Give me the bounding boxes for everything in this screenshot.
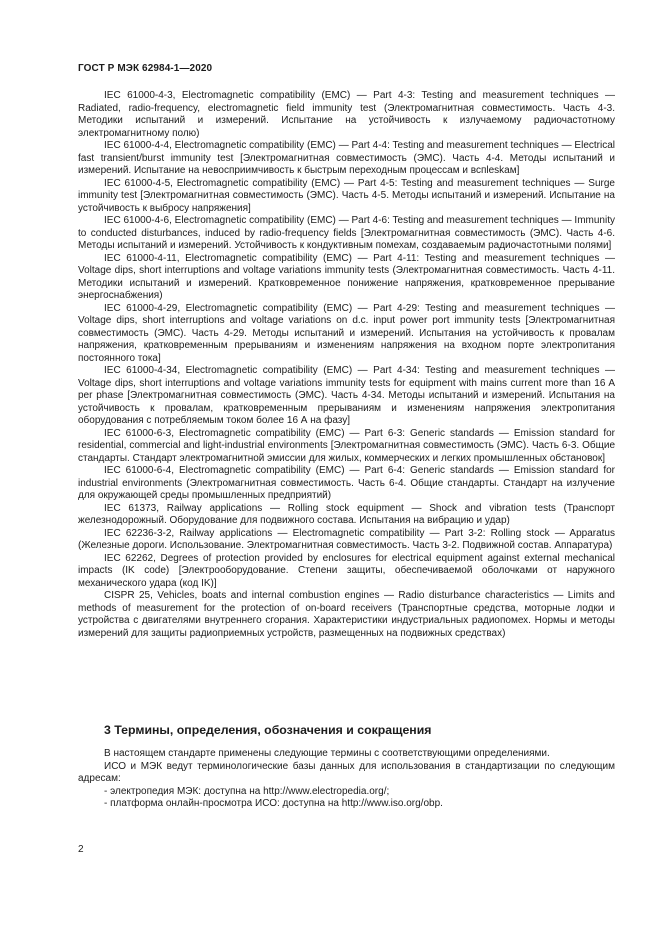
section-heading: 3 Термины, определения, обозначения и сокращения xyxy=(104,723,432,737)
terminology-database-list xyxy=(78,786,615,811)
reference-item: IEC 62262, Degrees of protection provided by enclosures for electrical equipment against external mechanical impacts (IK code) [Электрооборудование. Степени защиты, обеспечиваемой оболочками от наружного механического удара (код IK)] xyxy=(78,552,615,589)
reference-item: IEC 61000-4-11, Electromagnetic compatibility (EMC) — Part 4-11: Testing and measurement techniques — Voltage dips, short interruptions and voltage variations immunity tests (Электромагнитная совместимость. Часть 4-11. Методики испытаний и измерений. Кратковременное понижение напряжения, кратковременное прерывание энергоснабжения) xyxy=(78,252,615,301)
reference-item: IEC 61373, Railway applications — Rolling stock equipment — Shock and vibration tests (Транспорт железнодорожный. Оборудование для подвижного состава. Испытания на вибрацию и удар) xyxy=(78,502,615,526)
section-paragraph: В настоящем стандарте применены следующие термины с соответствующими определениями. xyxy=(104,748,550,759)
reference-item: IEC 61000-4-4, Electromagnetic compatibility (EMC) — Part 4-4: Testing and measurement techniques — Electrical fast transient/burst immunity test [Электромагнитная совместимость (ЭМС). Часть 4-4. Методы испытаний и измерений. Испытание на невосприимчивость к быстрым переходным процессам и вспleskам] xyxy=(78,140,615,176)
section-paragraph: ИСО и МЭК ведут терминологические базы данных для использования в стандартизации по следующим адресам: xyxy=(78,760,615,784)
page-number: 2 xyxy=(78,844,84,855)
reference-item: IEC 62236-3-2, Railway applications — Electromagnetic compatibility — Part 3-2: Rolling stock — Apparatus (Железные дороги. Использование. Электромагнитная совместимость. Часть 3-2. Подвижной состав. Аппаратура) xyxy=(78,527,615,551)
reference-item: CISPR 25, Vehicles, boats and internal combustion engines — Radio disturbance characteristics — Limits and methods of measurement for the protection of on-board receivers (Транспортные средства, моторные лодки и устройства с двигателями внутреннего сгорания. Характеристики индустриальных радиопомех. Нормы и методы измерений для защиты радиоприемных устройств, размещенных на подвижных средствах) xyxy=(78,590,615,639)
reference-item: IEC 61000-4-29, Electromagnetic compatibility (EMC) — Part 4-29: Testing and measurement techniques — Voltage dips, short interruptions and voltage variations on d.c. input power port immunity tests [Электромагнитная совместимость (ЭМС). Часть 4-29. Методы испытаний и измерений. Испытания на устойчивость к провалам напряжения, кратковременным прерываниям и изменениям напряжения на входном порте электропитания постоянного тока] xyxy=(78,302,615,364)
normative-references-list xyxy=(78,90,615,640)
list-item: - платформа онлайн-просмотра ИСО: доступна на http://www.iso.org/obp. xyxy=(104,798,443,809)
section-body xyxy=(78,748,615,811)
standard-header: ГОСТ Р МЭК 62984-1—2020 xyxy=(78,63,213,74)
reference-item: IEC 61000-6-4, Electromagnetic compatibility (EMC) — Part 6-4: Generic standards — Emission standard for industrial environments (Электромагнитная совместимость. Часть 6-4. Общие стандарты. Стандарт на излучение для окружающей среды промышленных предприятий) xyxy=(78,465,615,501)
reference-item: IEC 61000-4-5, Electromagnetic compatibility (EMC) — Part 4-5: Testing and measurement techniques — Surge immunity test [Электромагнитная совместимость (ЭМС). Часть 4-5. Методы испытаний и измерений. Испытание на устойчивость к выбросу напряжения] xyxy=(78,177,615,214)
reference-item: IEC 61000-6-3, Electromagnetic compatibility (EMC) — Part 6-3: Generic standards — Emission standard for residential, commercial and light-industrial environments [Электромагнитная совместимость (ЭМС). Часть 6-3. Общие стандарты. Стандарт электромагнитной эмиссии для жилых, коммерческих и легких промышленных обстановок] xyxy=(78,427,615,464)
reference-item: IEC 61000-4-6, Electromagnetic compatibility (EMC) — Part 4-6: Testing and measurement techniques — Immunity to conducted disturbances, induced by radio-frequency fields [Электромагнитная совместимость (ЭМС). Часть 4-6. Методы испытаний и измерений. Устойчивость к кондуктивным помехам, создаваемым радиочастотными полями] xyxy=(78,215,615,251)
list-item: - электропедия МЭК: доступна на http://www.electropedia.org/; xyxy=(104,785,390,797)
reference-item: IEC 61000-4-3, Electromagnetic compatibility (EMC) — Part 4-3: Testing and measurement techniques — Radiated, radio-frequency, electromagnetic field immunity test (Электромагнитная совместимость. Часть 4-3. Методики испытаний и измерений. Испытание на устойчивость к излучаемому радиочастотному электромагнитному полю) xyxy=(78,90,615,139)
reference-item: IEC 61000-4-34, Electromagnetic compatibility (EMC) — Part 4-34: Testing and measurement techniques — Voltage dips, short interruptions and voltage variations immunity tests for equipment with mains current more than 16 A per phase [Электромагнитная совместимость (ЭМС). Часть 4-34. Методы испытаний и измерений. Испытания на устойчивость к провалам, кратковременным прерываниям и изменениям напряжения электропитания оборудования с потребляемым током более 16 А на фазу] xyxy=(78,365,615,426)
